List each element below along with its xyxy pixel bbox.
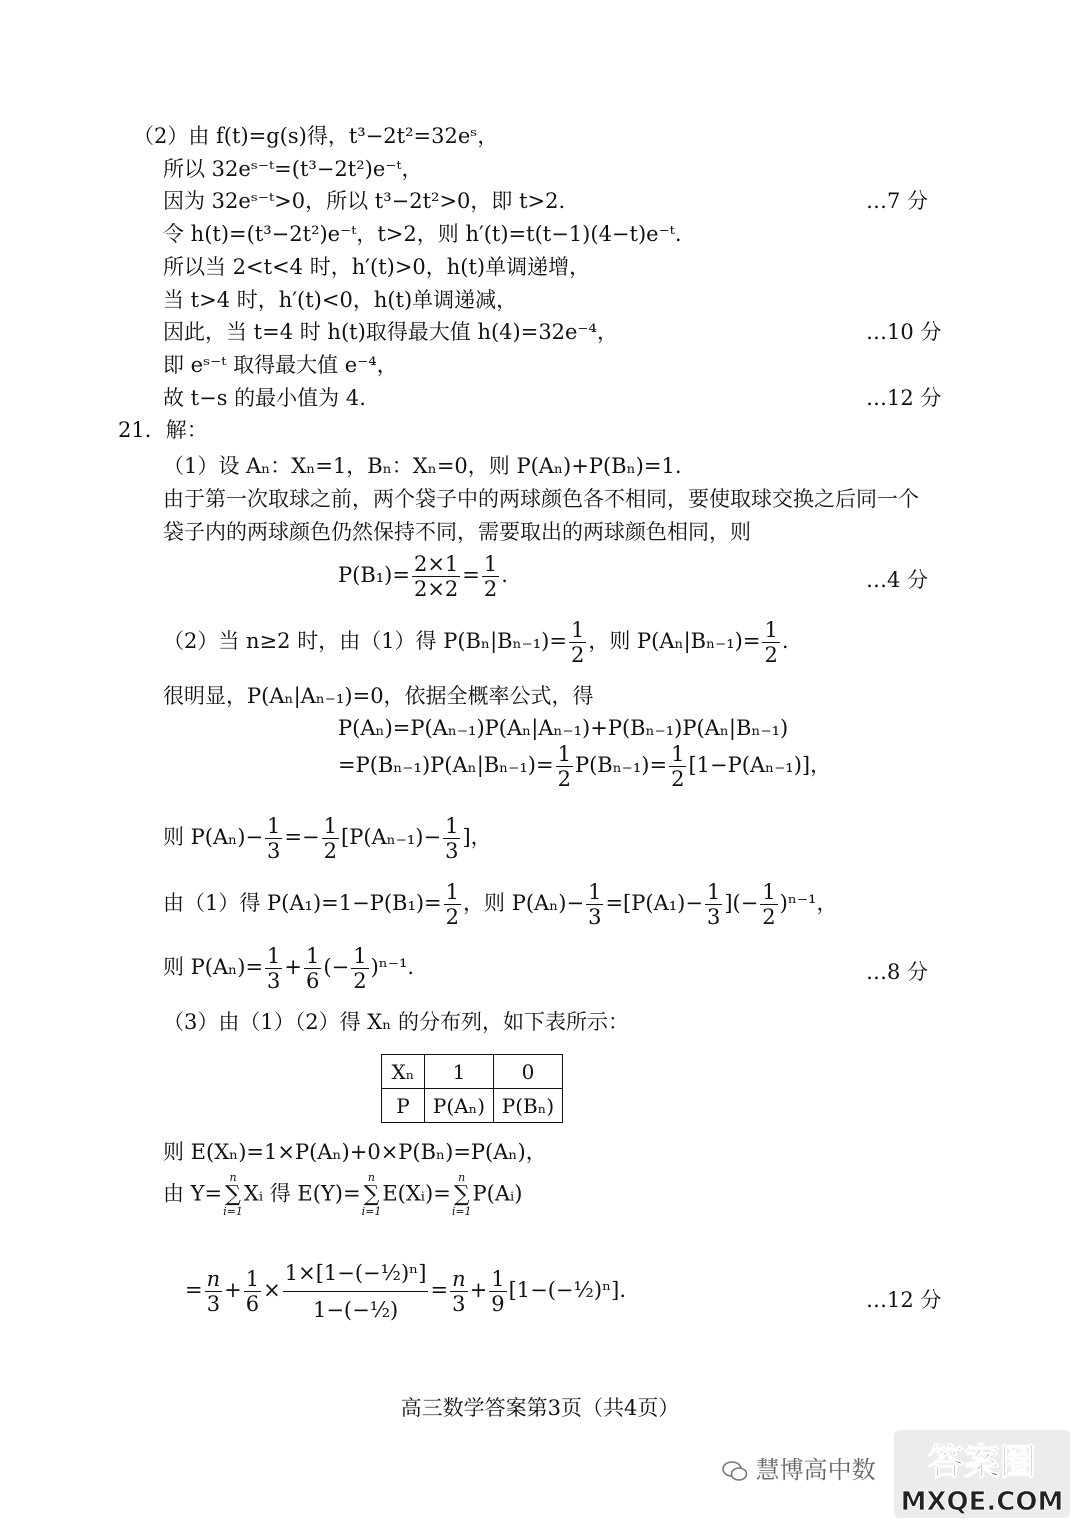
q21-p3-line-3: 由 Y= n ∑ i=1 Xᵢ 得 E(Y)= n ∑ i=1 E(Xᵢ)= n ∑ i=1 P(Aᵢ)	[163, 1171, 523, 1218]
fraction-half: $\frac{1}{2}$	[483, 552, 498, 601]
part2-line-2: 所以 32eˢ⁻ᵗ=(t³−2t²)e⁻ᵗ，	[163, 157, 423, 181]
table-cell: 1	[425, 1055, 494, 1089]
table-cell: P	[382, 1089, 425, 1123]
part2-line-4: 令 h(t)=(t³−2t²)e⁻ᵗ，t>2，则 h′(t)=t(t−1)(4−t)e⁻ᵗ.	[163, 222, 682, 246]
sum-symbol: n ∑ i=1	[223, 1171, 243, 1218]
q21-p3-line-2: 则 E(Xₙ)=1×P(Aₙ)+0×P(Bₙ)=P(Aₙ)，	[163, 1140, 547, 1164]
q21-p1-line-3: 袋子内的两球颜色仍然保持不同，需要取出的两球颜色相同，则	[163, 520, 751, 544]
watermark	[722, 1428, 1072, 1520]
q21-p2-line-7: 则 P(Aₙ)= $\frac{1}{3}$ + $\frac{1}{6}$ (− $\frac{1}{2}$ )ⁿ⁻¹.	[163, 944, 415, 993]
sum-symbol: n ∑ i=1	[361, 1171, 382, 1218]
svg-text:答案圈: 答案圈	[927, 1442, 1037, 1483]
q21-p2-line-3: P(Aₙ)=P(Aₙ₋₁)P(Aₙ|Aₙ₋₁)+P(Bₙ₋₁)P(Aₙ|Bₙ₋₁)	[338, 716, 789, 740]
q21-p2-line-1: （2）当 n≥2 时，由（1）得 P(Bₙ|Bₙ₋₁)= $\frac{1}{2}$ ，则 P(Aₙ|Bₙ₋₁)= $\frac{1}{2}$ .	[163, 618, 789, 667]
q21-p2-line-5: 则 P(Aₙ)− $\frac{1}{3}$ =− $\frac{1}{2}$ [P(Aₙ₋₁)− $\frac{1}{3}$ ]，	[163, 814, 492, 863]
formula-lhs: P(B₁)=	[338, 563, 410, 587]
fraction-half: $\frac{1}{2}$	[570, 618, 585, 667]
score-12-a: …12 分	[866, 386, 942, 410]
q21-p1-formula: P(B₁)= $\frac{2\times 1}{2\times 2}$ = $\frac{1}{2}$ .	[338, 552, 508, 601]
fraction-n-third: $\frac{n}{3}$	[206, 1267, 221, 1316]
page-footer: 高三数学答案第3页（共4页）	[400, 1396, 680, 1420]
fraction-third: $\frac{1}{3}$	[445, 814, 459, 863]
fraction-ninth: $\frac{1}{9}$	[491, 1267, 505, 1316]
site-logo	[892, 1428, 1072, 1520]
fraction-half: $\frac{1}{2}$	[671, 742, 685, 791]
fraction-third: $\frac{1}{3}$	[588, 880, 602, 929]
part2-line-3: 因为 32eˢ⁻ᵗ>0，所以 t³−2t²>0，即 t>2.	[163, 189, 566, 213]
score-7: …7 分	[866, 189, 929, 213]
q21-p1-line-2: 由于第一次取球之前，两个袋子中的两球颜色各不相同，要使取球交换之后同一个	[163, 487, 919, 511]
fraction-sixth: $\frac{1}{6}$	[245, 1267, 260, 1316]
q21-p3-line-1: （3）由（1）（2）得 Xₙ 的分布列，如下表所示：	[163, 1010, 629, 1034]
fraction-third: $\frac{1}{3}$	[267, 944, 281, 993]
score-12-b: …12 分	[866, 1288, 942, 1312]
q21-p1-line-1: （1）设 Aₙ：Xₙ=1，Bₙ：Xₙ=0，则 P(Aₙ)+P(Bₙ)=1.	[163, 454, 682, 478]
fraction-half: $\frac{1}{2}$	[323, 814, 337, 863]
table-row	[382, 1089, 563, 1123]
fraction-third: $\frac{1}{3}$	[267, 814, 281, 863]
svg-text:MXQE.COM: MXQE.COM	[900, 1487, 1064, 1517]
part2-line-6: 当 t>4 时，h′(t)<0，h(t)单调递减，	[163, 288, 518, 312]
table-cell: Xₙ	[382, 1055, 425, 1089]
fraction-sixth: $\frac{1}{6}$	[306, 944, 320, 993]
score-4: …4 分	[866, 568, 929, 592]
wechat-icon	[722, 1456, 756, 1484]
part2-line-5: 所以当 2<t<4 时，h′(t)>0，h(t)单调递增，	[163, 255, 591, 279]
table-row	[382, 1055, 563, 1089]
fraction-half: $\frac{1}{2}$	[764, 618, 778, 667]
table-cell: 0	[494, 1055, 563, 1089]
fraction-third: $\frac{1}{3}$	[706, 880, 721, 929]
wechat-account-text: 慧博高中数	[722, 1450, 876, 1485]
fraction-half: $\frac{1}{2}$	[762, 880, 776, 929]
part2-line-9: 故 t−s 的最小值为 4.	[163, 386, 366, 410]
q21-p2-line-6: 由（1）得 P(A₁)=1−P(B₁)= $\frac{1}{2}$ ，则 P(Aₙ)− $\frac{1}{3}$ =[P(A₁)− $\frac{1}{3}$ ](− $\frac{1}{2}$ )ⁿ⁻¹，	[163, 880, 838, 929]
fraction-half: $\frac{1}{2}$	[353, 944, 367, 993]
q21-p2-line-2: 很明显，P(Aₙ|Aₙ₋₁)=0，依据全概率公式，得	[163, 684, 594, 708]
part2-line-7: 因此，当 t=4 时 h(t)取得最大值 h(4)=32e⁻⁴，	[163, 320, 618, 344]
distribution-table	[381, 1054, 563, 1123]
part2-line-8: 即 eˢ⁻ᵗ 取得最大值 e⁻⁴，	[163, 353, 398, 377]
fraction-n-third: $\frac{n}{3}$	[452, 1267, 466, 1316]
fraction: $\frac{2\times 1}{2\times 2}$	[413, 552, 459, 601]
fraction-half: $\frac{1}{2}$	[445, 880, 460, 929]
q21-p2-line-4: =P(Bₙ₋₁)P(Aₙ|Bₙ₋₁)= $\frac{1}{2}$ P(Bₙ₋₁)= $\frac{1}{2}$ [1−P(Aₙ₋₁)]，	[338, 742, 832, 791]
table-cell: P(Aₙ)	[425, 1089, 494, 1123]
sum-symbol: n ∑ i=1	[451, 1171, 472, 1218]
fraction-half: $\frac{1}{2}$	[557, 742, 571, 791]
score-8: …8 分	[866, 960, 929, 984]
q21-p3-line-4: = $\frac{n}{3}$ + $\frac{1}{6}$ × $\frac{\text{1×[1−(−½)ⁿ]}}{\text{1−(−½)}}$ = $\frac{n}{3}$ + $\frac{1}{9}$ [1−(−½)ⁿ].	[185, 1255, 626, 1328]
table-cell: P(Bₙ)	[494, 1089, 563, 1123]
fraction-big: $\frac{\text{1×[1−(−½)ⁿ]}}{\text{1−(−½)}}$	[283, 1255, 429, 1328]
score-10: …10 分	[866, 320, 942, 344]
q21-heading: 21．解：	[118, 418, 208, 442]
part2-line-1: （2）由 f(t)=g(s)得，t³−2t²=32eˢ，	[133, 124, 499, 148]
